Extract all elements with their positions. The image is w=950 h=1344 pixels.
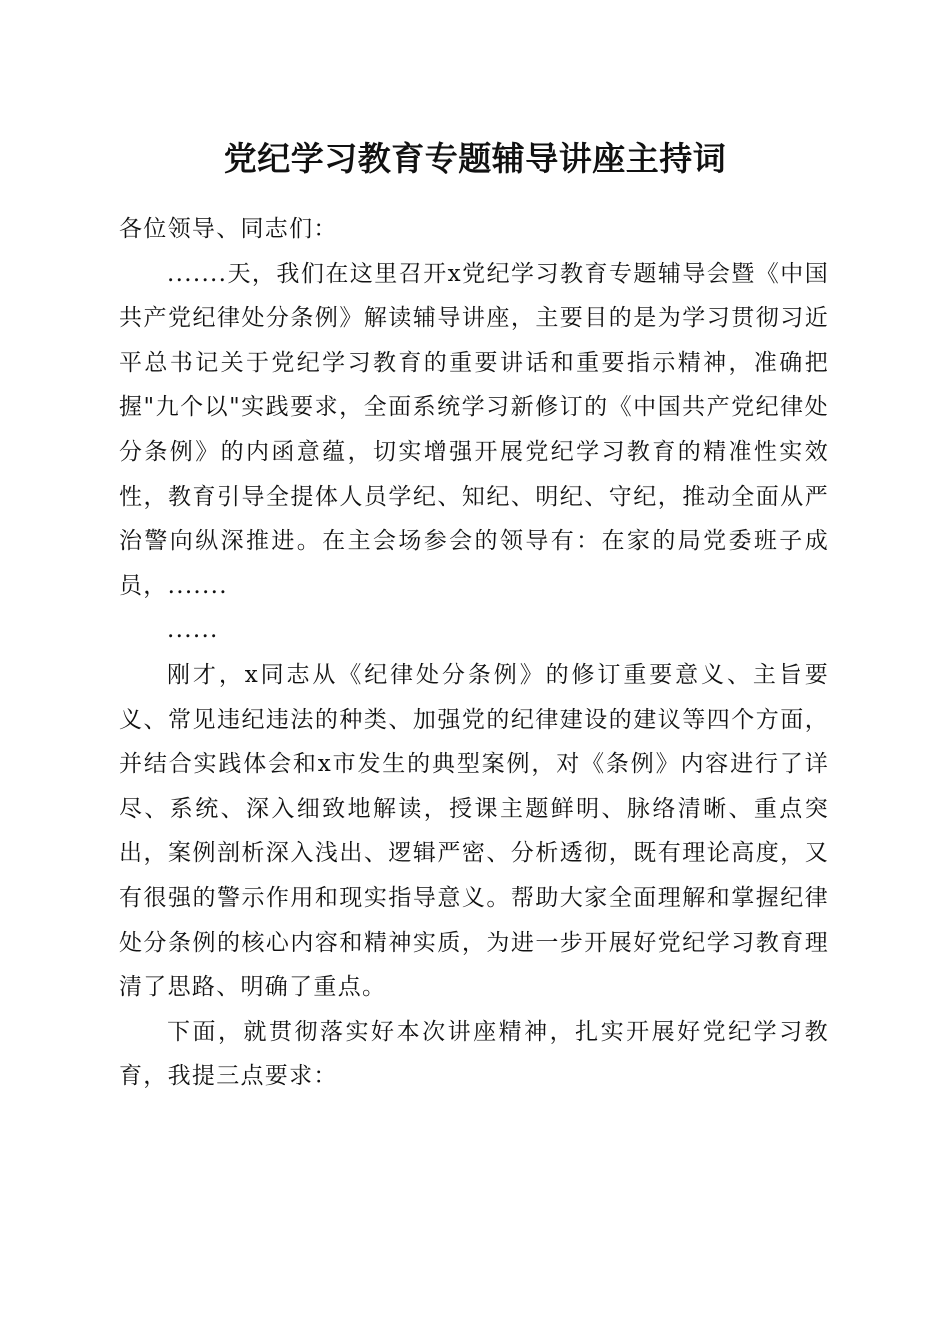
paragraph-requirements-intro: 下面，就贯彻落实好本次讲座精神，扎实开展好党纪学习教育，我提三点要求： [119, 1018, 829, 1090]
paragraph-opening: .......天，我们在这里召开x党纪学习教育专题辅导会暨《中国共产党纪律处分条例》解读辅导讲座，主要目的是为学习贯彻习近平总书记关于党纪学习教育的重要讲话和重要指示精神，准确把握"九个以"实践要求，全面系统学习新修订的《中国共产党纪律处分条例》的内函意蕴，切实增强开展党纪学习教育的精准性实效性，教育引导全提体人员学纪、知纪、明纪、守纪，推动全面从严治警向纵深推进。在主会场参会的领导有：在家的局党委班子成员，....... [119, 260, 829, 599]
document-title: 党纪学习教育专题辅导讲座主持词 [223, 139, 727, 178]
paragraph-summary: 刚才，x同志从《纪律处分条例》的修订重要意义、主旨要义、常见违纪违法的种类、加强党的纪律建设的建议等四个方面，并结合实践体会和x市发生的典型案例，对《条例》内容进行了详尽、系统、深入细致地解读，授课主题鲜明、脉络清晰、重点突出，案例剖析深入浅出、逻辑严密、分析透彻，既有理论高度，又有很强的警示作用和现实指导意义。帮助大家全面理解和掌握纪律处分条例的核心内容和精神实质，为进一步开展好党纪学习教育理清了思路、明确了重点。 [119, 661, 829, 1001]
paragraph-ellipsis: ...... [167, 617, 219, 644]
salutation: 各位领导、同志们： [119, 216, 338, 242]
document-body [119, 207, 829, 1099]
